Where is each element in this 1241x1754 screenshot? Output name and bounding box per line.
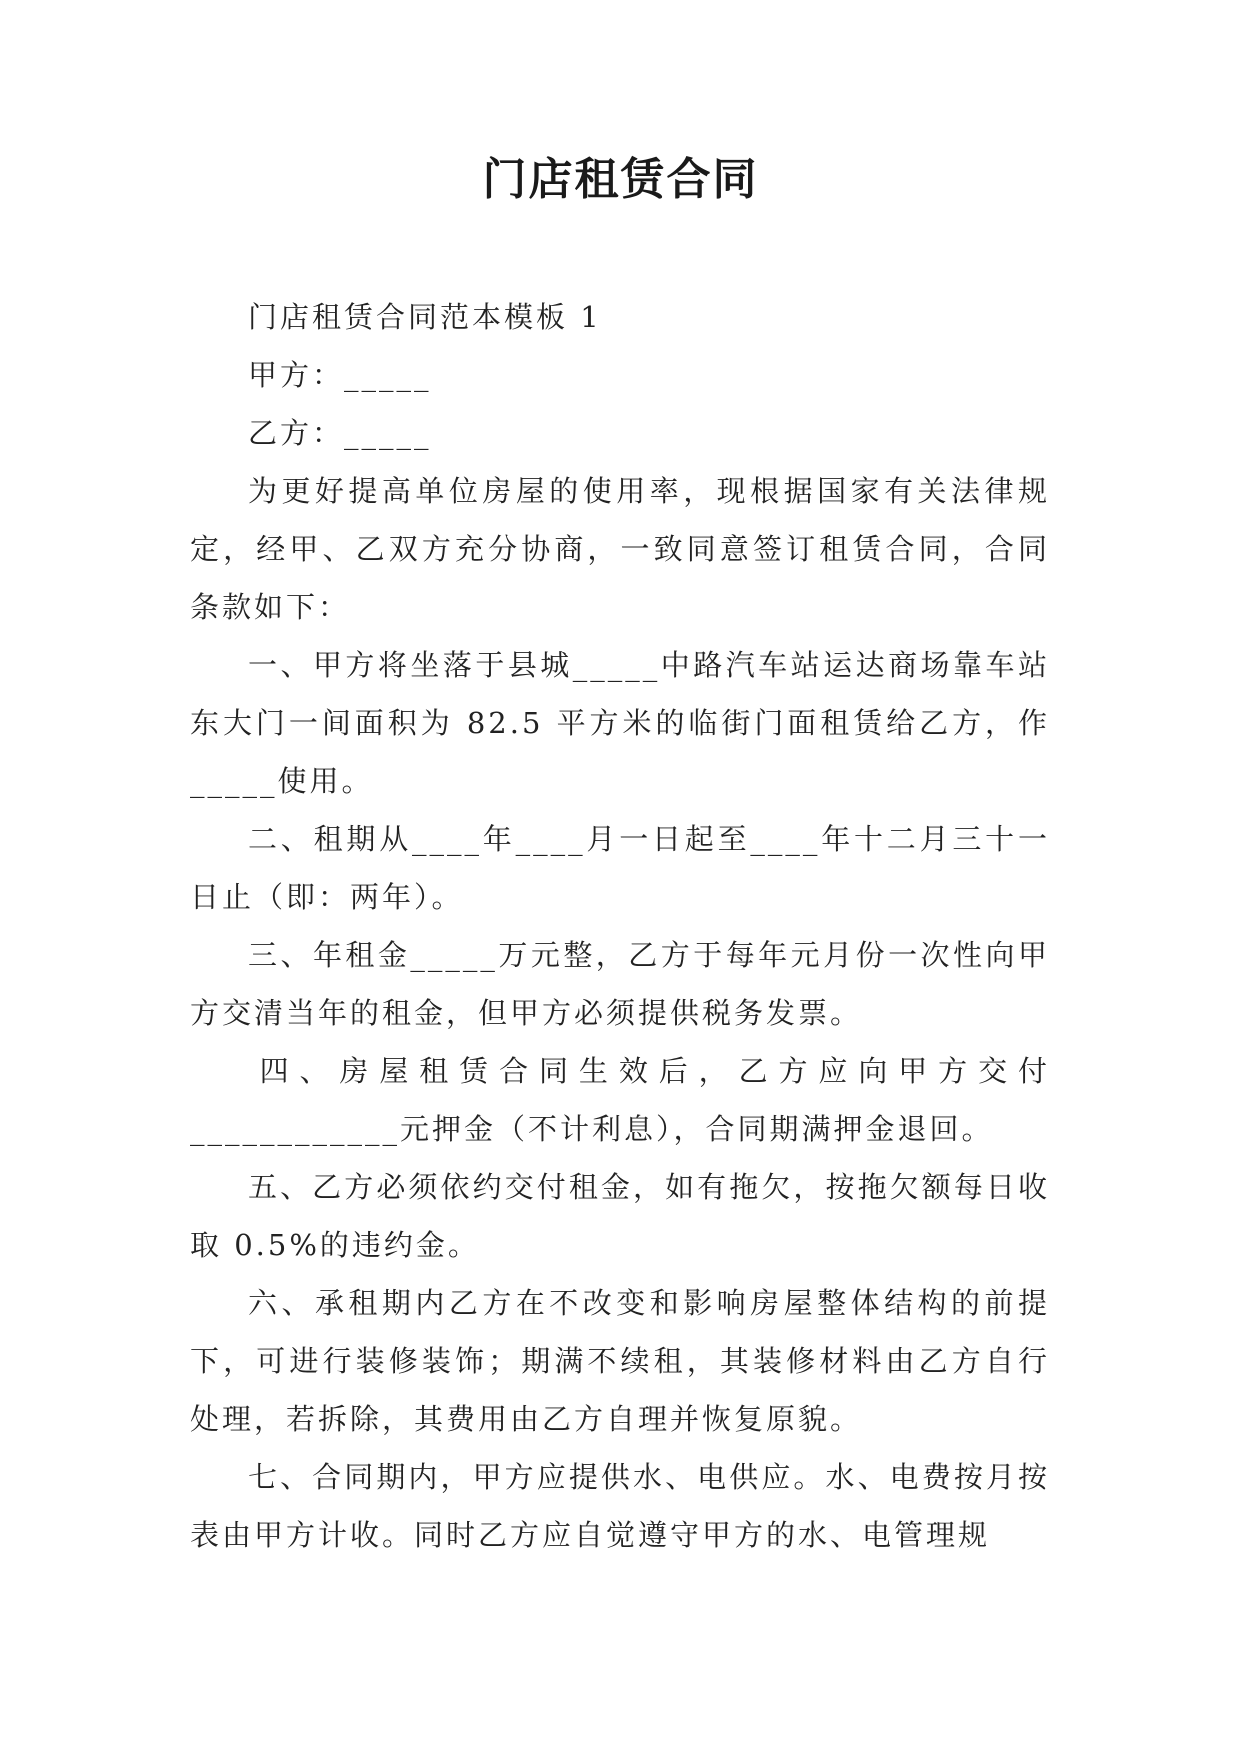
clause-6: 六、承租期内乙方在不改变和影响房屋整体结构的前提下，可进行装修装饰；期满不续租，其装修材料由乙方自行处理，若拆除，其费用由乙方自理并恢复原貌。 <box>190 1286 1050 1436</box>
party-a-line: 甲方：_____ <box>248 358 432 392</box>
clause-1: 一、甲方将坐落于县城_____中路汽车站运达商场靠车站东大门一间面积为 82.5 平方米的临街门面租赁给乙方，作_____使用。 <box>190 648 1050 798</box>
subtitle-paragraph: 门店租赁合同范本模板 1 <box>248 300 602 334</box>
party-b-line: 乙方：_____ <box>248 416 432 450</box>
clause-4-line-1: 四、房屋租赁合同生效后，乙方应向甲方交付 <box>259 1054 1050 1088</box>
clause-3: 三、年租金_____万元整，乙方于每年元月份一次性向甲方交清当年的租金，但甲方必须提供税务发票。 <box>190 938 1050 1030</box>
clause-4-line-2: ____________元押金（不计利息），合同期满押金退回。 <box>190 1112 994 1146</box>
document-body <box>190 288 1050 1564</box>
clause-2: 二、租期从____年____月一日起至____年十二月三十一日止（即：两年）。 <box>190 822 1050 914</box>
document-title: 门店租赁合同 <box>482 154 759 205</box>
clause-5: 五、乙方必须依约交付租金，如有拖欠，按拖欠额每日收取 0.5%的违约金。 <box>190 1170 1050 1262</box>
preamble-paragraph: 为更好提高单位房屋的使用率，现根据国家有关法律规定，经甲、乙双方充分协商，一致同意签订租赁合同，合同条款如下： <box>190 474 1050 624</box>
clause-7: 七、合同期内，甲方应提供水、电供应。水、电费按月按表由甲方计收。同时乙方应自觉遵守甲方的水、电管理规 <box>190 1460 1050 1552</box>
